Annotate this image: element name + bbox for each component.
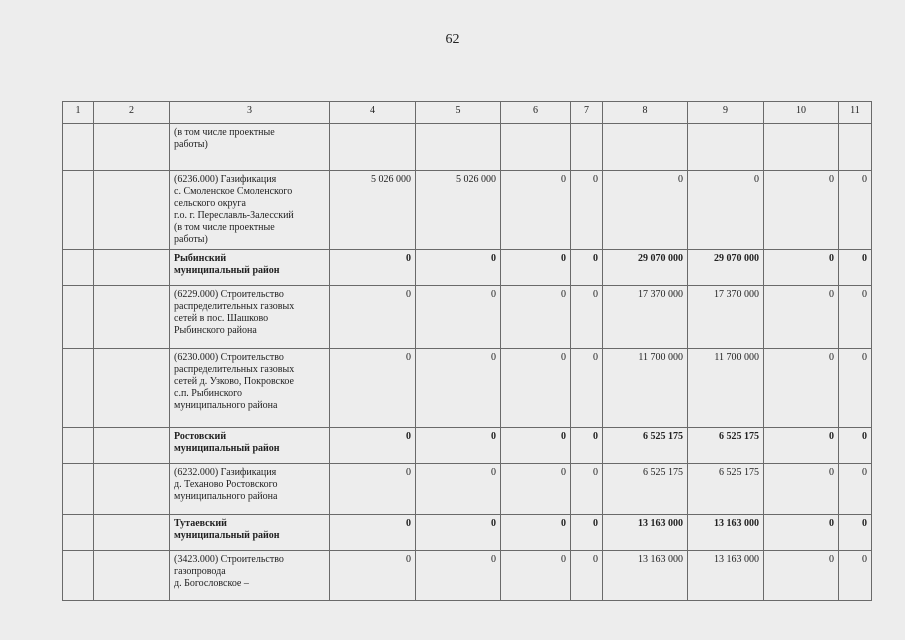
value-cell: 0 — [571, 515, 603, 551]
value-cell: 0 — [416, 551, 501, 601]
value-cell: 11 700 000 — [688, 349, 764, 428]
value-cell — [571, 124, 603, 171]
value-cell: 0 — [330, 428, 416, 464]
value-cell: 0 — [764, 286, 839, 349]
description-cell: Ростовский муниципальный район — [170, 428, 330, 464]
value-cell — [839, 124, 872, 171]
description-cell: (6230.000) Строительство распределительных газовых сетей д. Узково, Покровское с.п. Рыбинского муниципального района — [170, 349, 330, 428]
value-cell: 0 — [571, 428, 603, 464]
value-cell: 17 370 000 — [688, 286, 764, 349]
index-cell — [63, 515, 94, 551]
value-cell: 0 — [839, 464, 872, 515]
code-cell — [94, 428, 170, 464]
table-row — [63, 286, 872, 349]
description-cell: (3423.000) Строительство газопровода д. Богословское – — [170, 551, 330, 601]
value-cell: 0 — [416, 428, 501, 464]
value-cell: 0 — [764, 515, 839, 551]
value-cell: 0 — [571, 250, 603, 286]
value-cell: 0 — [330, 250, 416, 286]
code-cell — [94, 250, 170, 286]
value-cell: 0 — [416, 515, 501, 551]
value-cell: 0 — [416, 464, 501, 515]
value-cell — [330, 124, 416, 171]
value-cell: 0 — [330, 286, 416, 349]
value-cell: 6 525 175 — [603, 464, 688, 515]
index-cell — [63, 349, 94, 428]
header-cell: 1 — [63, 102, 94, 124]
value-cell: 0 — [764, 464, 839, 515]
value-cell: 0 — [764, 349, 839, 428]
value-cell: 0 — [764, 551, 839, 601]
header-cell: 11 — [839, 102, 872, 124]
value-cell: 5 026 000 — [416, 171, 501, 250]
table-row — [63, 250, 872, 286]
value-cell — [764, 124, 839, 171]
description-cell: (6232.000) Газификация д. Теханово Ростовского муниципального района — [170, 464, 330, 515]
value-cell: 0 — [839, 171, 872, 250]
code-cell — [94, 124, 170, 171]
value-cell: 0 — [839, 286, 872, 349]
value-cell: 0 — [501, 515, 571, 551]
index-cell — [63, 124, 94, 171]
index-cell — [63, 551, 94, 601]
table-row — [63, 551, 872, 601]
header-cell: 9 — [688, 102, 764, 124]
header-cell: 7 — [571, 102, 603, 124]
value-cell: 0 — [839, 551, 872, 601]
value-cell: 0 — [501, 551, 571, 601]
value-cell — [603, 124, 688, 171]
code-cell — [94, 349, 170, 428]
table-row — [63, 428, 872, 464]
value-cell: 0 — [571, 349, 603, 428]
index-cell — [63, 464, 94, 515]
value-cell: 17 370 000 — [603, 286, 688, 349]
index-cell — [63, 428, 94, 464]
table-row — [63, 124, 872, 171]
value-cell: 13 163 000 — [603, 551, 688, 601]
header-cell: 5 — [416, 102, 501, 124]
value-cell: 0 — [839, 349, 872, 428]
value-cell: 6 525 175 — [603, 428, 688, 464]
page-number: 62 — [445, 32, 460, 47]
description-cell: Рыбинский муниципальный район — [170, 250, 330, 286]
value-cell: 0 — [839, 428, 872, 464]
value-cell: 0 — [764, 250, 839, 286]
value-cell: 0 — [688, 171, 764, 250]
value-cell: 0 — [501, 428, 571, 464]
code-cell — [94, 515, 170, 551]
header-cell: 2 — [94, 102, 170, 124]
header-cell: 4 — [330, 102, 416, 124]
code-cell — [94, 286, 170, 349]
value-cell: 13 163 000 — [603, 515, 688, 551]
code-cell — [94, 551, 170, 601]
description-cell: (6236.000) Газификация с. Смоленское Смоленского сельского округа г.о. г. Переславль-Залесский (в том числе проектные работы) — [170, 171, 330, 250]
value-cell: 0 — [330, 551, 416, 601]
value-cell: 0 — [501, 250, 571, 286]
value-cell: 0 — [764, 428, 839, 464]
value-cell: 0 — [571, 286, 603, 349]
value-cell: 0 — [603, 171, 688, 250]
value-cell: 0 — [501, 171, 571, 250]
value-cell: 0 — [416, 286, 501, 349]
budget-table — [62, 101, 872, 601]
index-cell — [63, 286, 94, 349]
value-cell — [688, 124, 764, 171]
value-cell: 11 700 000 — [603, 349, 688, 428]
value-cell: 6 525 175 — [688, 464, 764, 515]
header-cell: 3 — [170, 102, 330, 124]
header-cell: 10 — [764, 102, 839, 124]
description-cell: (в том числе проектные работы) — [170, 124, 330, 171]
value-cell: 13 163 000 — [688, 551, 764, 601]
value-cell: 0 — [501, 349, 571, 428]
code-cell — [94, 171, 170, 250]
value-cell — [501, 124, 571, 171]
value-cell: 0 — [571, 551, 603, 601]
value-cell: 0 — [764, 171, 839, 250]
value-cell: 0 — [501, 464, 571, 515]
value-cell: 0 — [416, 349, 501, 428]
value-cell: 0 — [839, 250, 872, 286]
index-cell — [63, 171, 94, 250]
description-cell: Тутаевский муниципальный район — [170, 515, 330, 551]
value-cell: 0 — [330, 349, 416, 428]
table-row — [63, 515, 872, 551]
value-cell: 0 — [330, 515, 416, 551]
code-cell — [94, 464, 170, 515]
value-cell: 29 070 000 — [688, 250, 764, 286]
value-cell: 5 026 000 — [330, 171, 416, 250]
table-row — [63, 171, 872, 250]
header-cell: 6 — [501, 102, 571, 124]
table-row — [63, 349, 872, 428]
value-cell: 0 — [330, 464, 416, 515]
table-header-row — [63, 102, 872, 124]
value-cell: 0 — [416, 250, 501, 286]
header-cell: 8 — [603, 102, 688, 124]
table-row — [63, 464, 872, 515]
value-cell: 29 070 000 — [603, 250, 688, 286]
value-cell: 0 — [839, 515, 872, 551]
value-cell: 0 — [501, 286, 571, 349]
description-cell: (6229.000) Строительство распределительных газовых сетей в пос. Шашково Рыбинского района — [170, 286, 330, 349]
value-cell: 6 525 175 — [688, 428, 764, 464]
value-cell: 13 163 000 — [688, 515, 764, 551]
index-cell — [63, 250, 94, 286]
value-cell — [416, 124, 501, 171]
value-cell: 0 — [571, 171, 603, 250]
value-cell: 0 — [571, 464, 603, 515]
